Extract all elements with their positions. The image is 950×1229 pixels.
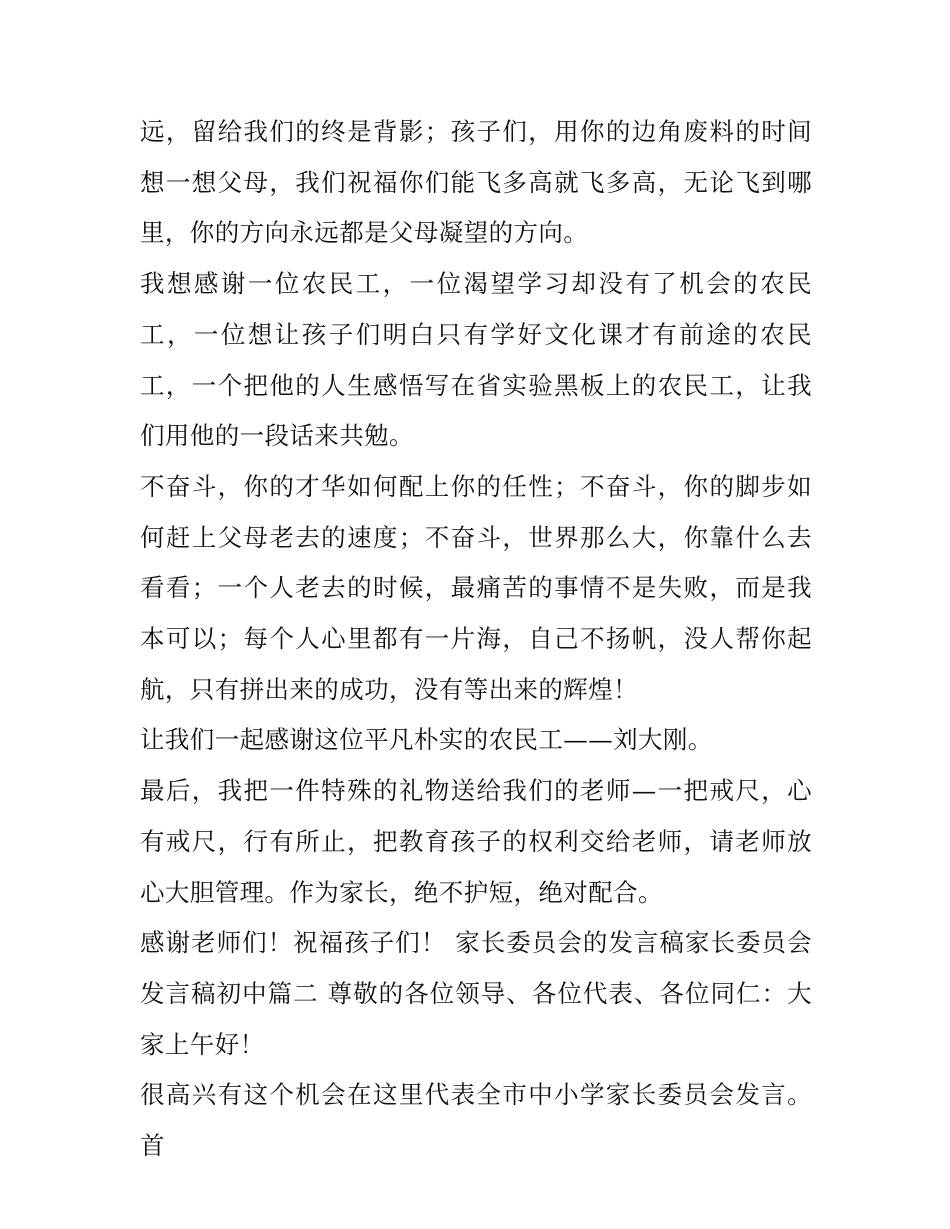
paragraph-4: 让我们一起感谢这位平凡朴实的农民工——刘大刚。 (140, 725, 713, 755)
paragraph-1: 远，留给我们的终是背影；孩子们，用你的边角废料的时间想一想父母，我们祝福你们能飞多高就飞多高，无论飞到哪里，你的方向永远都是父母凝望的方向。 (140, 117, 812, 248)
paragraph-2: 我想感谢一位农民工，一位渴望学习却没有了机会的农民工，一位想让孩子们明白只有学好文化课才有前途的农民工，一个把他的人生感悟写在省实验黑板上的农民工，让我们用他的一段话来共勉。 (140, 269, 812, 451)
paragraph-6: 感谢老师们！祝福孩子们！ 家长委员会的发言稿家长委员会发言稿初中篇二 尊敬的各位领导、各位代表、各位同仁：大家上午好！ (140, 928, 812, 1059)
document-body (140, 107, 812, 1172)
paragraph-3: 不奋斗，你的才华如何配上你的任性；不奋斗，你的脚步如何赶上父母老去的速度；不奋斗，世界那么大，你靠什么去看看；一个人老去的时候，最痛苦的事情不是失败，而是我本可以；每个人心里都有一片海，自己不扬帆，没人帮你起航，只有拼出来的成功，没有等出来的辉煌！ (140, 471, 812, 704)
paragraph-7: 很高兴有这个机会在这里代表全市中小学家长委员会发言。首 (140, 1080, 812, 1161)
paragraph-5: 最后，我把一件特殊的礼物送给我们的老师—一把戒尺，心有戒尺，行有所止，把教育孩子的权利交给老师，请老师放心大胆管理。作为家长，绝不护短，绝对配合。 (140, 776, 812, 907)
